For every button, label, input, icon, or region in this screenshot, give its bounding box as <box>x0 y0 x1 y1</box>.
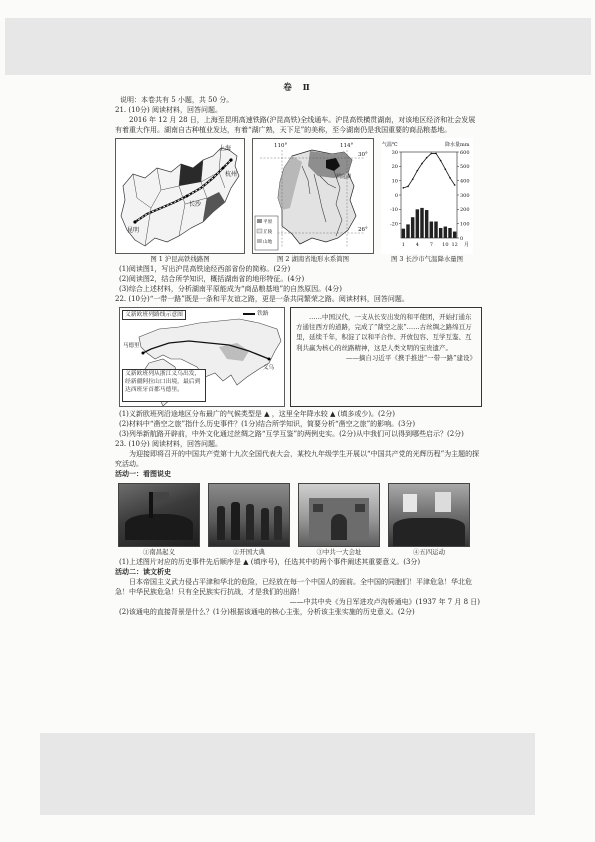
city-dot-kunming <box>133 220 136 223</box>
temperature-point <box>426 157 428 159</box>
hunan-terrain-map <box>252 138 374 254</box>
precipitation-bar <box>411 217 414 238</box>
q23-question-1: (1)上述图片对应的历史事件先后顺序是 ▲ (填序号)，任选其中的两个事件阐述其重要意义。(3分) <box>119 558 421 566</box>
q22-heading: 22. (10分)“一带一路”既是一条和平友谊之路，更是一条共同繁荣之路。阅读材料，回答问题。 <box>115 295 409 303</box>
precip-tick-label: 100 <box>460 221 470 228</box>
photo-item <box>388 483 470 557</box>
railway-map <box>115 138 245 254</box>
photo-item <box>208 483 290 557</box>
precipitation-bar <box>430 222 433 238</box>
q21-heading: 21. (10分) 阅读材料，回答问题。 <box>115 106 222 114</box>
telegram-citation: ——中共中央《为日军进攻卢沟桥通电》(1937 年 7 月 8 日) <box>289 598 480 606</box>
temperature-point <box>412 178 414 180</box>
precipitation-bar <box>416 209 419 238</box>
precipitation-bar <box>453 232 456 238</box>
redacted-header-block <box>5 18 591 75</box>
photo-caption: ④五四运动 <box>413 548 445 556</box>
legend-swatch-plain <box>257 219 262 223</box>
q23-question-2: (2)该通电的直接背景是什么？(1分)根据该通电的核心主张，分析该主张实施的历史意义。(2分) <box>119 608 415 616</box>
legend-swatch-mountain <box>257 239 262 243</box>
city-dot-shanghai <box>229 158 232 161</box>
q21-question-2: (2)阅读图2，结合所学知识，概括湖南省的地形特征。(4分) <box>119 275 305 283</box>
activity-2-title: 活动二：读文析史 <box>115 567 171 576</box>
person-silhouette <box>217 506 225 540</box>
temperature-point <box>454 184 456 186</box>
temperature-point <box>431 153 433 155</box>
month-tick-label: 1 <box>401 242 405 248</box>
crowd-silhouette <box>125 514 193 540</box>
month-tick-label: 4 <box>415 242 419 248</box>
q21-question-3: (3)综合上述材料，分析湖南平原能成为“商品粮基地”的自然原因。(4分) <box>119 285 342 293</box>
building-window <box>313 504 323 512</box>
label-lon-110: 110° <box>274 143 288 149</box>
temp-tick-label: 20 <box>391 164 398 171</box>
photo-caption: ③中共一大会址 <box>316 548 362 556</box>
temperature-point <box>403 187 405 189</box>
precip-tick-label: 600 <box>460 149 470 156</box>
climate-chart <box>381 138 473 254</box>
photo-founding-ceremony <box>208 483 290 547</box>
protest-banner <box>403 494 417 512</box>
label-lat-26: 26° <box>358 227 368 233</box>
q21-material: 2016 年 12 月 28 日，上海至昆明高速铁路(沪昆高铁)全线通车。沪昆高铁横贯湖南，对该地区经济和社会发展有着重大作用。湖南自古种植业发达，有着“湖广熟，天下足”的美称，至今湖南仍是我国重要的商品粮基地。 <box>115 116 476 134</box>
legend-label-hill: 丘陵 <box>263 230 273 235</box>
temperature-axis-label: 气温℃ <box>382 142 398 148</box>
city-dot-yiwu <box>268 358 271 361</box>
q21-question-1: (1)阅读图1，写出沪昆高铁途经西部省份的简称。(2分) <box>119 265 291 273</box>
map-legend <box>243 310 269 318</box>
temp-tick-label: -20 <box>389 221 398 228</box>
history-photos <box>118 483 482 557</box>
railway-legend-label: 铁路 <box>257 311 269 317</box>
precip-tick-label: 0 <box>460 235 464 242</box>
photo-first-congress-site <box>298 483 380 547</box>
precip-tick-label: 300 <box>460 192 470 199</box>
exam-content <box>115 82 482 617</box>
photo-nanchang-uprising <box>118 483 200 547</box>
photo-caption: ②开国大典 <box>233 548 265 556</box>
city-dot-changsha <box>186 195 189 198</box>
month-tick-label: 10 <box>442 242 449 248</box>
q23-heading: 23. (10分) 阅读材料，回答问题。 <box>115 440 222 448</box>
precip-tick-label: 400 <box>460 178 470 185</box>
redacted-footer-block <box>40 733 535 815</box>
person-silhouette <box>261 508 269 540</box>
precip-tick-label: 500 <box>460 164 470 171</box>
photo-item <box>298 483 380 557</box>
figure-2 <box>252 138 374 264</box>
precipitation-axis-label: 降水量mm <box>445 142 470 148</box>
temperature-point <box>417 170 419 172</box>
q22-question-3: (3)列举新航路开辟前，中外文化通过丝绸之路“互学互鉴”的两例史实。(2分)从中我们可以得到哪些启示？(2分) <box>119 430 464 438</box>
label-dongting-lake: 洞庭湖 <box>336 174 352 180</box>
temp-tick-label: 10 <box>391 178 398 185</box>
precipitation-bar <box>434 222 437 238</box>
q21-figures <box>115 138 482 264</box>
month-tick-label: 7 <box>429 242 433 248</box>
precipitation-bar <box>420 208 423 238</box>
label-lat-30: 30° <box>358 152 368 158</box>
person-silhouette <box>246 504 254 540</box>
person-silhouette <box>274 506 282 540</box>
precipitation-bar <box>439 228 442 238</box>
city-dot-hangzhou <box>222 167 225 170</box>
label-hangzhou: 杭州 <box>225 171 238 178</box>
temp-tick-label: 30 <box>391 149 398 156</box>
figure-1-caption: 图 1 沪昆高铁线路图 <box>150 255 210 263</box>
section-note: 说明：本卷共有 5 小题，共 50 分。 <box>120 96 234 104</box>
building-door <box>331 514 347 540</box>
crowd-silhouette <box>393 518 465 546</box>
photo-caption: ①南昌起义 <box>143 548 175 556</box>
label-kunming: 昆明 <box>127 227 140 234</box>
figure-1 <box>115 138 245 264</box>
temperature-point <box>440 160 442 162</box>
q23-material: 为迎接即将召开的中国共产党第十九次全国代表大会，某校九年级学生开展以“中国共产党的光辉历程”为主题的探究活动。 <box>115 450 480 468</box>
temperature-point <box>435 153 437 155</box>
label-shanghai: 上海 <box>219 145 232 152</box>
temperature-point <box>421 163 423 165</box>
month-unit-label: 月 <box>464 242 470 248</box>
temperature-point <box>445 168 447 170</box>
precip-tick-label: 200 <box>460 207 470 214</box>
protest-banner <box>435 492 451 512</box>
quote-citation: ——摘自习近平《携手推进“一带一路”建设》 <box>345 353 476 362</box>
legend-swatch-hill <box>257 229 262 233</box>
map-description-box: 义新欧班列从浙江义乌出发，经新疆阿拉山口出境，最后到达西班牙首都马德里。 <box>122 369 206 402</box>
building-window <box>355 504 365 512</box>
city-dot-madrid <box>142 352 145 355</box>
temp-tick-label: 0 <box>394 192 398 199</box>
precipitation-bar <box>448 228 451 238</box>
precipitation-bar <box>444 227 447 238</box>
q22-materials <box>119 307 482 407</box>
temp-tick-label: -10 <box>389 207 398 214</box>
yixinou-route-map <box>119 307 285 407</box>
temperature-point <box>449 177 451 179</box>
activity-1-title: 活动一：看图说史 <box>115 469 171 478</box>
legend-label-mountain: 山地 <box>263 240 273 245</box>
quote-text: ……中国汉代，一支从长安出发的和平使团，开始打通东方通往西方的道路，完成了“凿空之旅”……古丝绸之路绵亘万里，延续千年，积淀了以和平合作、开放包容、互学互鉴、互利共赢为核心的丝路精神，这是人类文明的宝贵遗产。 <box>296 313 472 352</box>
person-silhouette <box>231 502 240 540</box>
q22-question-2: (2)材料中“凿空之旅”指什么历史事件？(1分)结合所学知识，简要分析“凿空之旅”的影响。(3分) <box>119 420 416 428</box>
precipitation-bar <box>402 229 405 238</box>
q22-question-1: (1)义新欧班列沿途地区分布最广的气候类型是 ▲ ，这里全年降水较 ▲ (填多或少)。(2分) <box>119 410 395 418</box>
flag <box>153 492 169 502</box>
figure-2-caption: 图 2 湖南省地形水系简图 <box>276 255 350 263</box>
photo-item <box>118 483 200 557</box>
label-madrid: 马德里 <box>123 343 140 349</box>
precipitation-bar <box>406 224 409 238</box>
label-yiwu: 义乌 <box>263 365 275 371</box>
temperature-point <box>407 186 409 188</box>
figure-3 <box>381 138 473 264</box>
figure-3-caption: 图 3 长沙市气温降水量图 <box>390 255 464 263</box>
telegram-excerpt: 日本帝国主义武力侵占平津和华北的危险，已经放在每一个中国人的面前。全中国的同胞们！平津危急！华北危急！中华民族危急！只有全民族实行抗战，才是我们的出路！ <box>115 578 472 596</box>
month-tick-label: 12 <box>451 242 458 248</box>
label-changsha: 长沙 <box>189 201 202 208</box>
map-title: 义新欧班列路线示意图 <box>122 310 186 320</box>
legend-label-plain: 平原 <box>263 220 273 225</box>
quote-box <box>290 307 482 407</box>
label-lon-114: 114° <box>340 143 354 149</box>
precipitation-bar <box>425 210 428 238</box>
railway-legend-swatch <box>243 313 255 315</box>
photo-may-fourth-movement <box>388 483 470 547</box>
section-title: 卷 Ⅱ <box>283 83 314 93</box>
